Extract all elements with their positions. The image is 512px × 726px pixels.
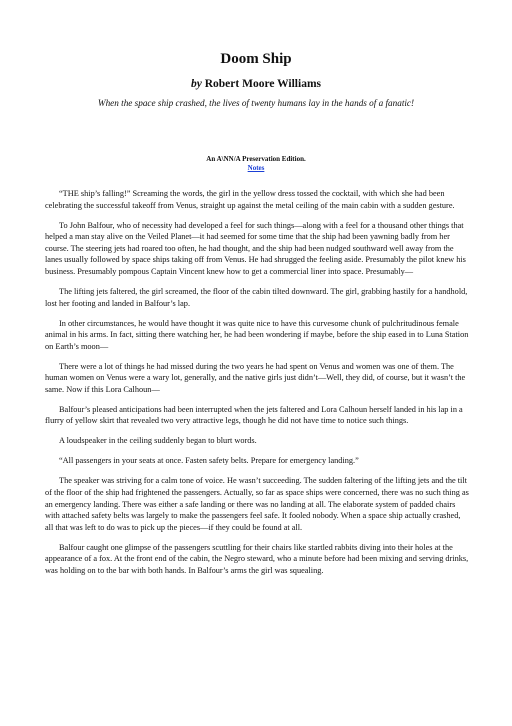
author-name: Robert Moore Williams	[204, 78, 321, 90]
byline-by: by	[191, 78, 202, 90]
paragraph: A loudspeaker in the ceiling suddenly began to blurt words.	[59, 436, 257, 446]
story-title: Doom Ship	[220, 51, 292, 67]
story-subtitle: When the space ship crashed, the lives of twenty humans lay in the hands of a fanatic!	[97, 98, 415, 108]
notes-link-container	[0, 164, 512, 173]
paragraph: “THE ship’s falling!” Screaming the words, the girl in the yellow dress tossed the cocktail, with which she had been celebrating the successful takeoff from Venus, straight up against the metal ceiling of the main cabin with a sudden gesture.	[45, 189, 455, 210]
paragraph: Balfour’s pleased anticipations had been interrupted when the jets faltered and Lora Calhoun herself landed in his lap in a flurry of yellow skirt that revealed two very attractive legs, though he did not have time to notice such things.	[45, 404, 463, 426]
paragraph: The lifting jets faltered, the girl screamed, the floor of the cabin tilted downward. The girl, grabbing hastily for a handhold, lost her footing and landed in Balfour’s lap.	[45, 286, 468, 308]
paragraph: “All passengers in your seats at once. Fasten safety belts. Prepare for emergency landing.”	[59, 456, 359, 466]
paragraph: There were a lot of things he had missed during the two years he had spent on Venus and women was one of them. The human women on Venus were a wary lot, generally, and the native girls just didn’t—Well, they did, of course, but it wasn’t the same. Now if this Lora Calhoun—	[45, 361, 466, 394]
paragraph: The speaker was striving for a calm tone of voice. He wasn’t succeeding. The sudden faltering of the lifting jets and the tilt of the floor of the ship had frightened the passengers. Actually, so far as space ships were concerned, there was no such thing as an emergency landing. There was either a safe landing or there was no landing at all. The elaborate system of padded chairs with attached safety belts was largely to make the passengers feel safe. It fooled nobody. When a space ship actually crashed, all that was left to do was to pick up the pieces—if they could be found at all.	[45, 476, 469, 532]
notes-link[interactable]: Notes	[247, 164, 265, 172]
story-body	[45, 188, 470, 585]
paragraph: Balfour caught one glimpse of the passengers scuttling for their chairs like startled rabbits diving into their holes at the appearance of a fox. At the front end of the cabin, the Negro steward, who a minute before had been mixing and serving drinks, was holding on to the bar with both hands. In Balfour’s arms the girl was squealing.	[45, 542, 469, 575]
paragraph: In other circumstances, he would have thought it was quite nice to have this curvesome chunk of pulchritudinous female animal in his arms. In fact, sitting there watching her, he had been wondering if maybe, before the ship eased in to Luna Station on Earth’s moon—	[45, 318, 469, 351]
paragraph: To John Balfour, who of necessity had developed a feel for such things—along with a feel for a thousand other things that helped a man stay alive on the Veiled Planet—it had seemed for some time that the ship had been yawning badly from her course. The steering jets had roared too often, he had thought, and the ship had been nudged southward well away from the lanes usually followed by space ships taking off from Venus. He had shrugged the feeling aside. Presumably the pilot knew his business. Presumably pompous Captain Vincent knew how to get a commercial liner into space. Presumably—	[45, 220, 466, 276]
byline	[0, 77, 512, 91]
edition-notice: An A\NN/A Preservation Edition.	[206, 155, 306, 163]
